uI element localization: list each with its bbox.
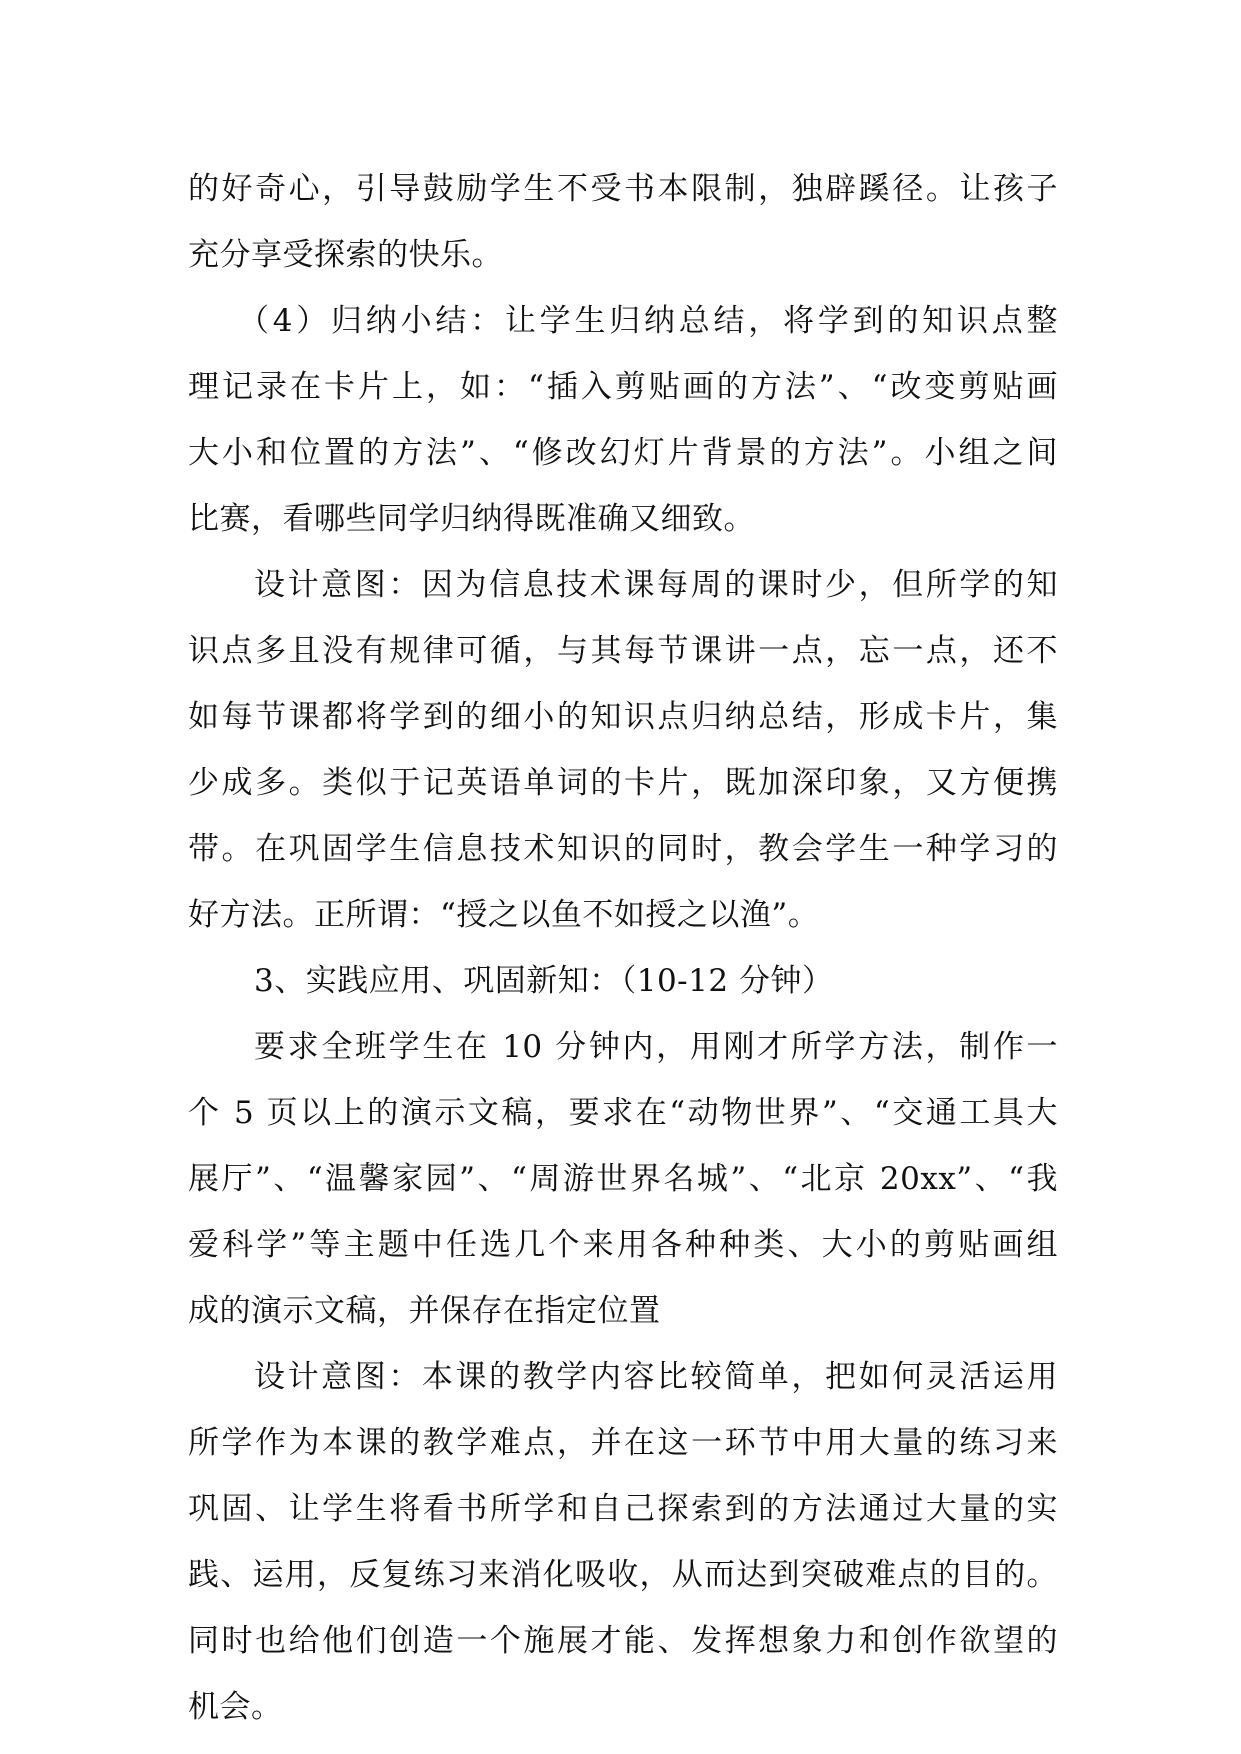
- text-line: 同时也给他们创造一个施展才能、发挥想象力和创作欲望的: [188, 1623, 1058, 1659]
- text-line: 识点多且没有规律可循，与其每节课讲一点，忘一点，还不: [188, 633, 1058, 669]
- text-line: 展厅”、“温馨家园”、“周游世界名城”、“北京 20xx”、“我: [188, 1161, 1058, 1197]
- document-body: [188, 156, 1058, 1740]
- text-line: 大小和位置的方法”、“修改幻灯片背景的方法”。小组之间: [188, 435, 1058, 471]
- text-line: 设计意图：本课的教学内容比较简单，把如何灵活运用: [254, 1359, 1058, 1395]
- text-line: 践、运用，反复练习来消化吸收，从而达到突破难点的目的。: [188, 1557, 1058, 1593]
- text-line: 理记录在卡片上，如：“插入剪贴画的方法”、“改变剪贴画: [188, 369, 1058, 405]
- text-line: 比赛，看哪些同学归纳得既准确又细致。: [188, 501, 755, 537]
- text-line: 充分享受探索的快乐。: [188, 237, 503, 273]
- text-line: 爱科学”等主题中任选几个来用各种种类、大小的剪贴画组: [188, 1227, 1058, 1263]
- text-line: 的好奇心，引导鼓励学生不受书本限制，独辟蹊径。让孩子: [188, 171, 1058, 207]
- text-line: （4）归纳小结：让学生归纳总结，将学到的知识点整: [238, 303, 1058, 339]
- text-line: 要求全班学生在 10 分钟内，用刚才所学方法，制作一: [254, 1029, 1058, 1065]
- text-line: 巩固、让学生将看书所学和自己探索到的方法通过大量的实: [188, 1491, 1058, 1527]
- text-line: 机会。: [188, 1689, 283, 1725]
- text-line: 少成多。类似于记英语单词的卡片，既加深印象，又方便携: [188, 765, 1058, 801]
- text-line: 成的演示文稿，并保存在指定位置: [188, 1293, 661, 1329]
- text-line: 个 5 页以上的演示文稿，要求在“动物世界”、“交通工具大: [188, 1095, 1058, 1131]
- text-line: 带。在巩固学生信息技术知识的同时，教会学生一种学习的: [188, 831, 1058, 867]
- text-line: 好方法。正所谓：“授之以鱼不如授之以渔”。: [188, 897, 820, 933]
- text-line: 设计意图：因为信息技术课每周的课时少，但所学的知: [254, 567, 1058, 603]
- text-line: 所学作为本课的教学难点，并在这一环节中用大量的练习来: [188, 1425, 1058, 1461]
- text-line: 如每节课都将学到的细小的知识点归纳总结，形成卡片，集: [188, 699, 1058, 735]
- section-heading: 3、实践应用、巩固新知：（10-12 分钟）: [254, 963, 834, 999]
